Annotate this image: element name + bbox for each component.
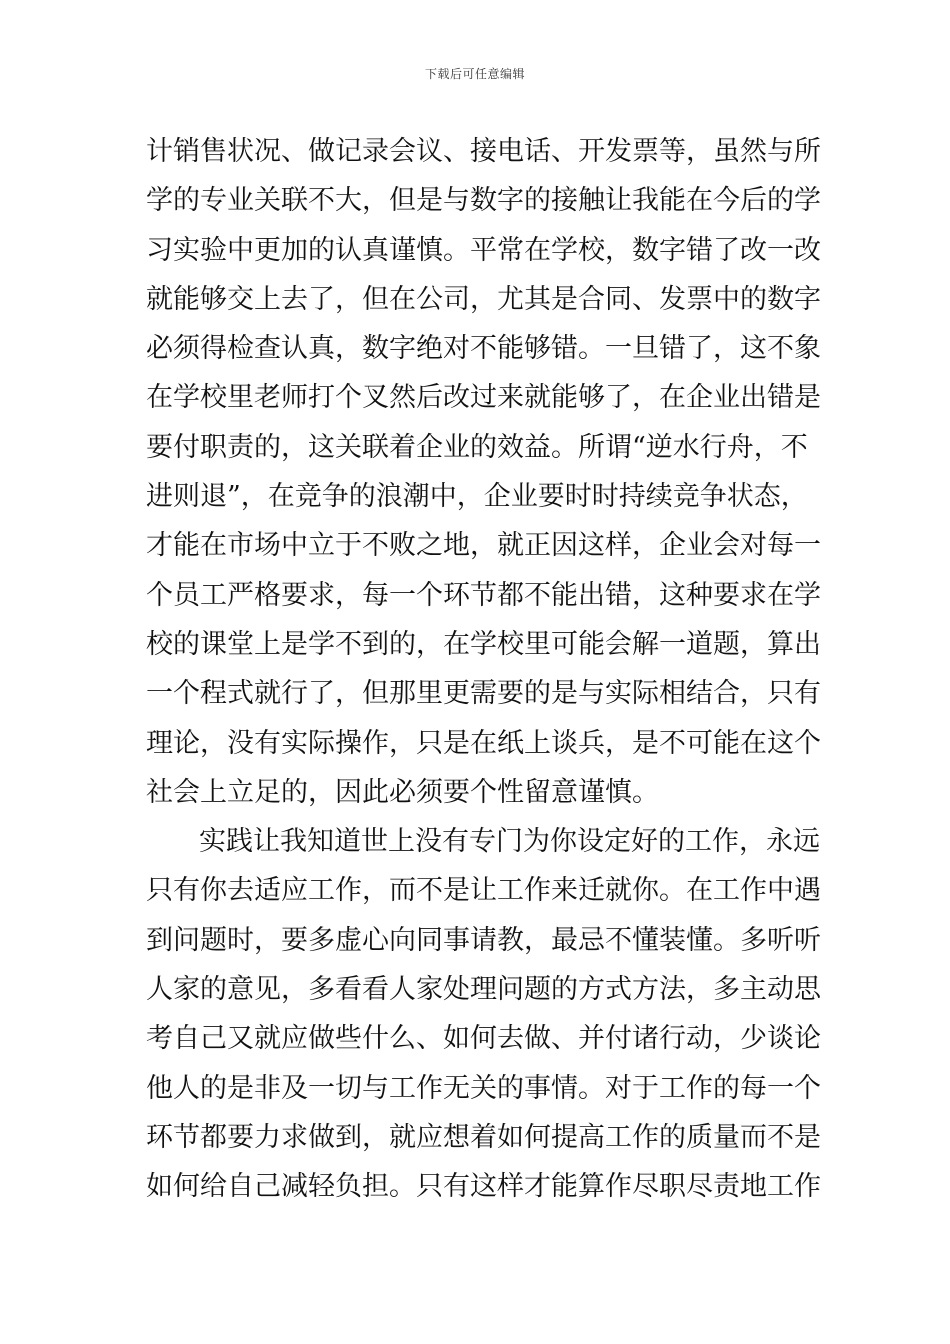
text-line: 学的专业关联不大，但是与数字的接触让我能在今后的学 [146, 185, 821, 217]
text-line: 要付职责的，这关联着企业的效益。所谓“逆水行舟，不 [146, 431, 808, 463]
text-line: 才能在市场中立于不败之地，就正因这样，企业会对每一 [146, 530, 821, 562]
text-line: 必须得检查认真，数字绝对不能够错。一旦错了，这不象 [146, 333, 821, 365]
text-line: 在学校里老师打个叉然后改过来就能够了，在企业出错是 [146, 382, 821, 414]
text-line: 习实验中更加的认真谨慎。平常在学校，数字错了改一改 [146, 234, 821, 266]
text-line: 只有你去适应工作，而不是让工作来迁就你。在工作中遇 [146, 875, 821, 907]
text-line: 校的课堂上是学不到的，在学校里可能会解一道题，算出 [146, 628, 821, 660]
text-line: 考自己又就应做些什么、如何去做、并付诸行动，少谈论 [146, 1023, 821, 1055]
text-line: 他人的是非及一切与工作无关的事情。对于工作的每一个 [146, 1072, 821, 1104]
document-body [146, 127, 821, 1212]
text-line: 个员工严格要求，每一个环节都不能出错，这种要求在学 [146, 579, 821, 611]
text-line: 计销售状况、做记录会议、接电话、开发票等，虽然与所 [146, 136, 821, 167]
page-header: 下载后可任意编辑 [424, 67, 525, 81]
text-line: 到问题时，要多虚心向同事请教，最忌不懂装懂。多听听 [146, 924, 821, 956]
paragraph-first-line: 实践让我知道世上没有专门为你设定好的工作，永远 [199, 826, 820, 858]
text-line: 一个程式就行了，但那里更需要的是与实际相结合，只有 [146, 678, 821, 710]
text-line: 进则退”，在竞争的浪潮中，企业要时时持续竞争状态， [146, 481, 808, 513]
text-line: 环节都要力求做到，就应想着如何提高工作的质量而不是 [146, 1121, 821, 1153]
text-line: 理论，没有实际操作，只是在纸上谈兵，是不可能在这个 [146, 727, 821, 759]
text-line: 人家的意见，多看看人家处理问题的方式方法，多主动思 [146, 974, 821, 1006]
text-line: 社会上立足的，因此必须要个性留意谨慎。 [146, 776, 659, 808]
text-line: 就能够交上去了，但在公司，尤其是合同、发票中的数字 [146, 283, 821, 315]
text-line: 如何给自己减轻负担。只有这样才能算作尽职尽责地工作 [146, 1171, 821, 1203]
